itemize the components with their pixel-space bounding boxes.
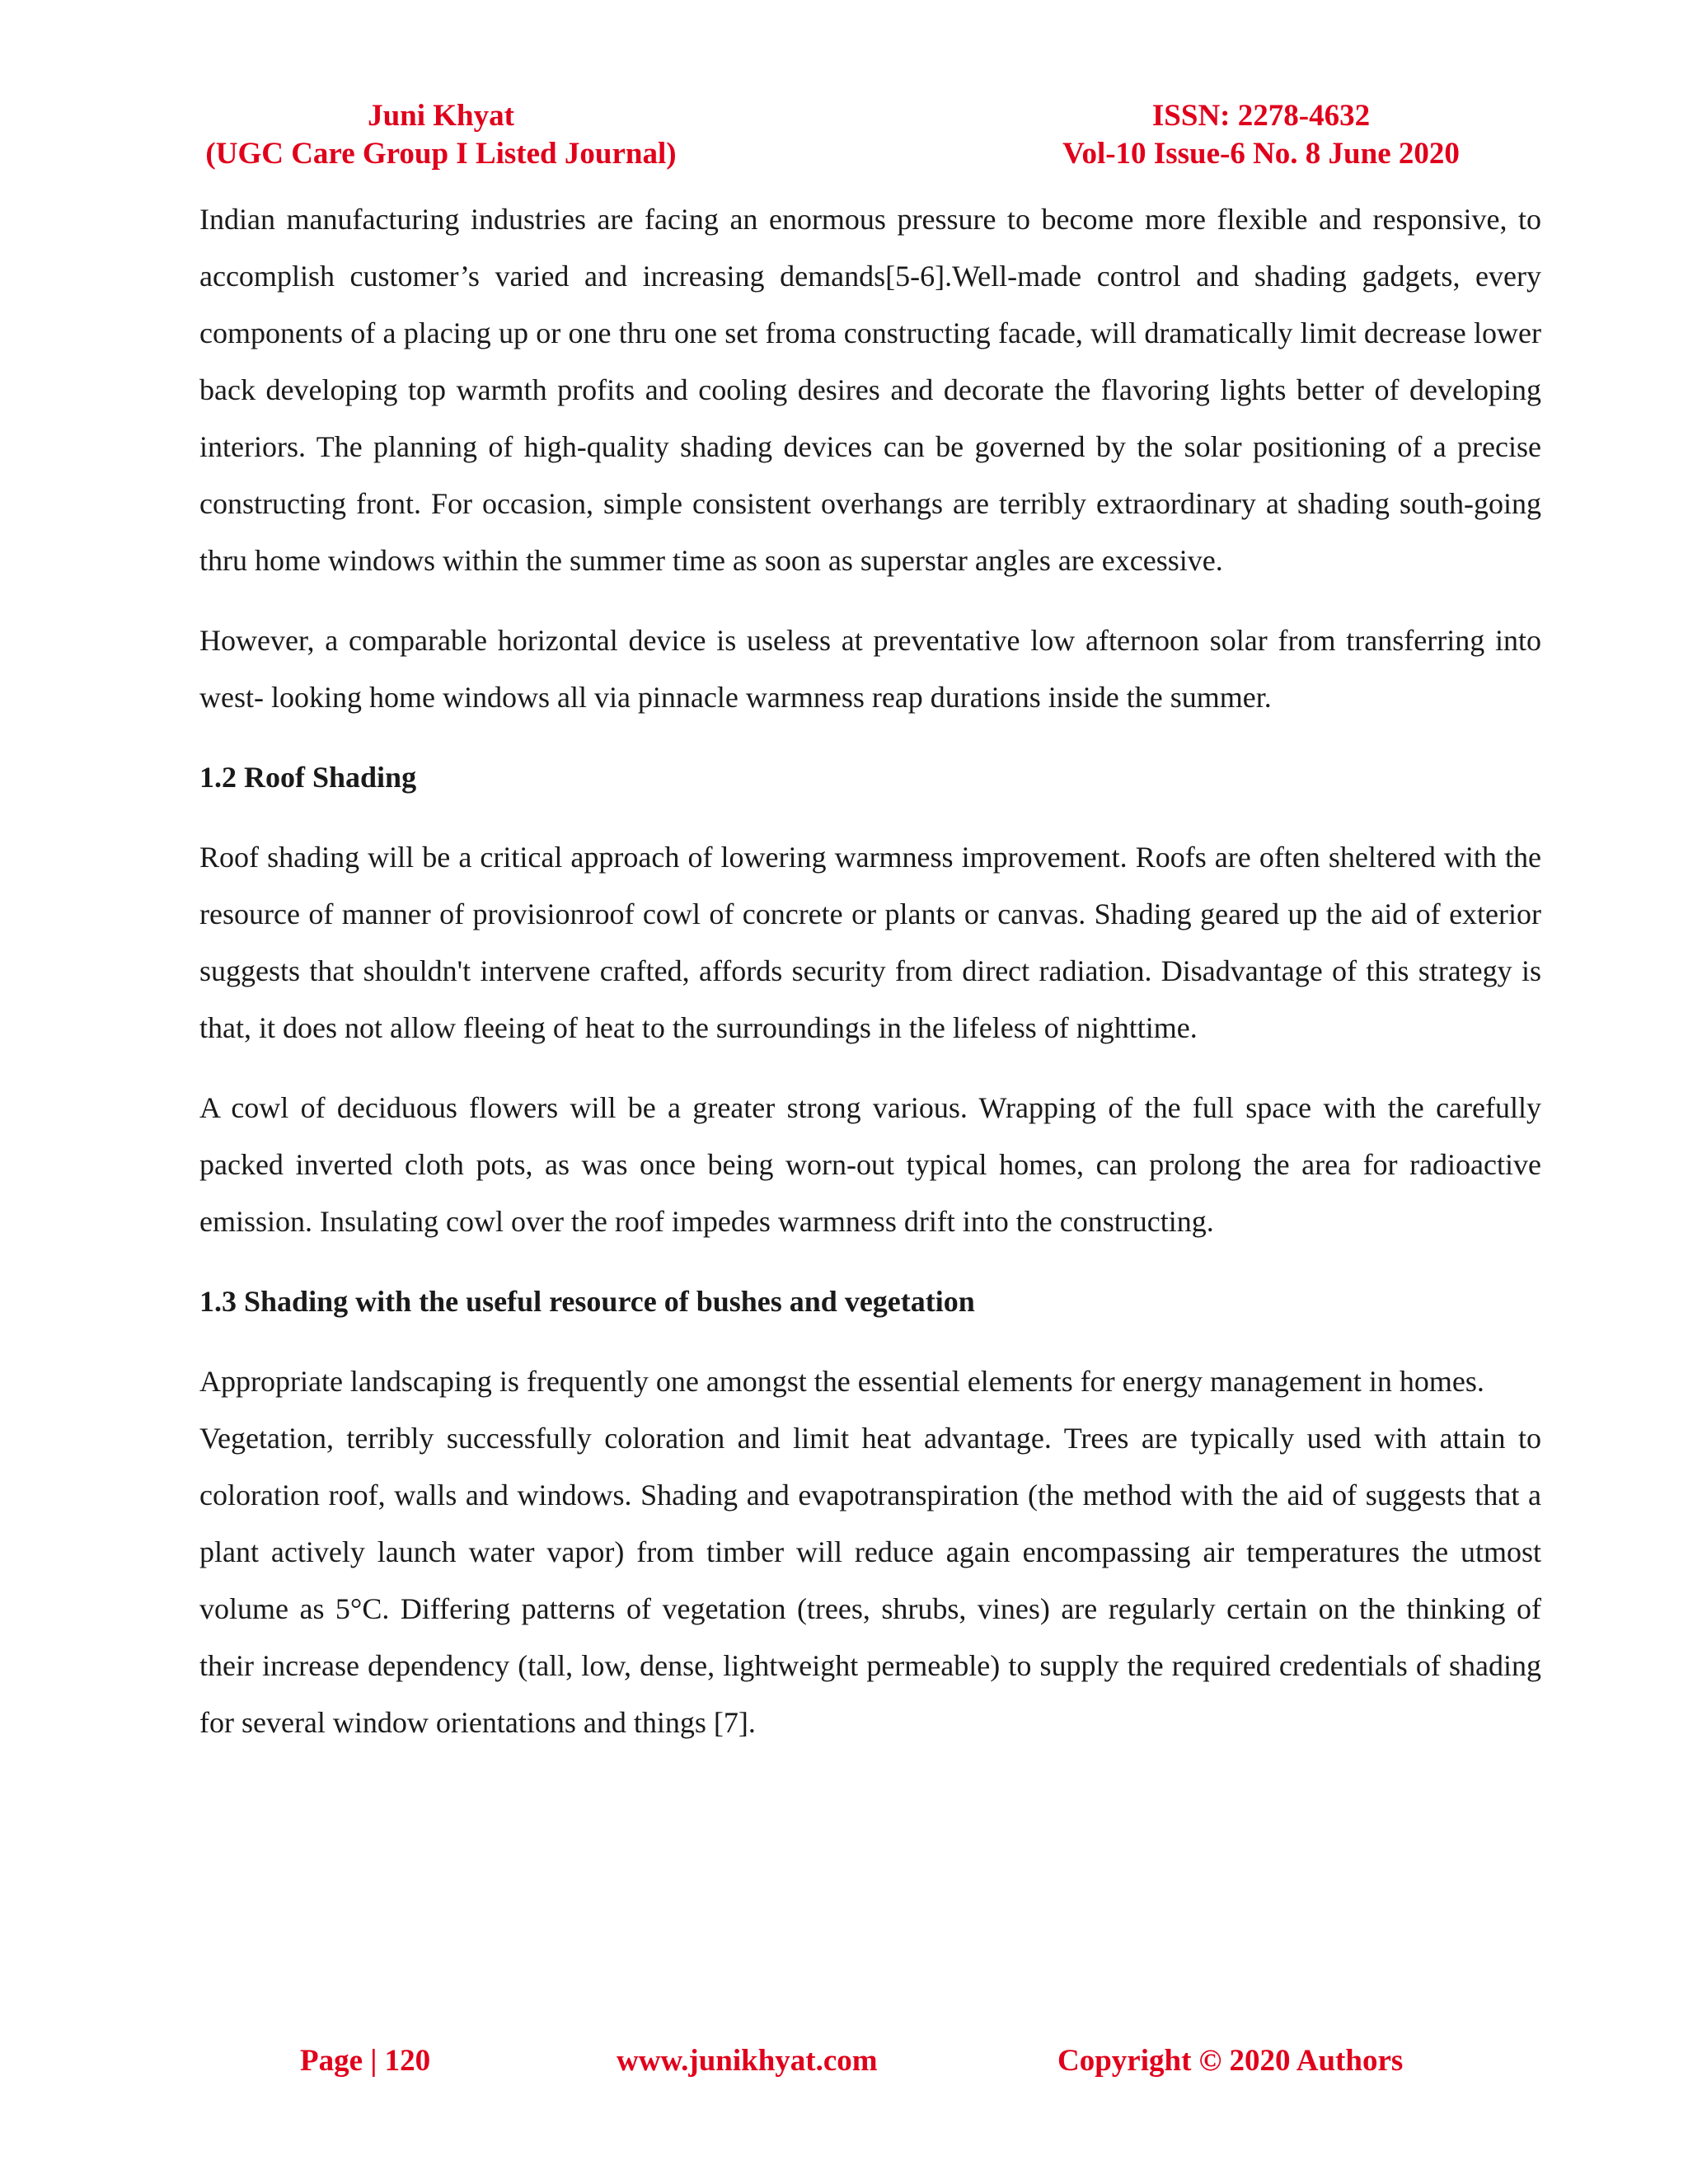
article-body bbox=[199, 191, 1541, 1751]
copyright-notice: Copyright © 2020 Authors bbox=[1057, 2044, 1404, 2078]
page-footer bbox=[0, 2041, 1688, 2082]
paragraph: Vegetation, terribly successfully coloration and limit heat advantage. Trees are typically used with attain to coloration roof, walls and windows. Shading and evapotranspiration (the method with the aid of suggests that a plant actively launch water vapor) from timber will reduce again encompassing air temperatures the utmost volume as 5°C. Differing patterns of vegetation (trees, shrubs, vines) are regularly certain on the thinking of their increase dependency (tall, low, dense, lightweight permeable) to supply the required credentials of shading for several window orientations and things [7]. bbox=[199, 1422, 1541, 1739]
paragraph: Roof shading will be a critical approach of lowering warmness improvement. Roofs are often sheltered with the resource of manner of provisionroof cowl of concrete or plants or canvas. Shading geared up the aid of exterior suggests that shouldn't intervene crafted, affords security from direct radiation. Disadvantage of this strategy is that, it does not allow fleeing of heat to the surroundings in the lifeless of nighttime. bbox=[199, 841, 1541, 1044]
section-heading: 1.3 Shading with the useful resource of bushes and vegetation bbox=[199, 1285, 975, 1318]
paragraph: Appropriate landscaping is frequently one amongst the essential elements for energy management in homes. bbox=[199, 1365, 1484, 1398]
paragraph: Indian manufacturing industries are facing an enormous pressure to become more flexible and responsive, to accomplish customer’s varied and increasing demands[5-6].Well-made control and shading gadgets, every components of a placing up or one thru one set froma constructing facade, will dramatically limit decrease lower back developing top warmth profits and cooling desires and decorate the flavoring lights better of developing interiors. The planning of high-quality shading devices can be governed by the solar positioning of a precise constructing front. For occasion, simple consistent overhangs are terribly extraordinary at shading south-going thru home windows within the summer time as soon as superstar angles are excessive. bbox=[199, 203, 1541, 577]
header-right bbox=[997, 97, 1525, 173]
page-header bbox=[0, 97, 1688, 180]
issn: ISSN: 2278-4632 bbox=[1151, 99, 1371, 133]
website-link[interactable]: www.junikhyat.com bbox=[617, 2044, 878, 2078]
paragraph: However, a comparable horizontal device is useless at preventative low afternoon solar from transferring into west- looking home windows all via pinnacle warmness reap durations inside the summer. bbox=[199, 624, 1541, 714]
paragraph: A cowl of deciduous flowers will be a greater strong various. Wrapping of the full space with the carefully packed inverted cloth pots, as was once being worn-out typical homes, can prolong the area for radioactive emission. Insulating cowl over the roof impedes warmness drift into the constructing. bbox=[199, 1091, 1541, 1238]
journal-group: (UGC Care Group I Listed Journal) bbox=[205, 137, 677, 171]
page-number: Page | 120 bbox=[300, 2044, 431, 2078]
volume-issue: Vol-10 Issue-6 No. 8 June 2020 bbox=[1062, 137, 1460, 171]
journal-name: Juni Khyat bbox=[368, 99, 514, 133]
header-left bbox=[157, 97, 725, 173]
section-heading: 1.2 Roof Shading bbox=[199, 761, 417, 794]
